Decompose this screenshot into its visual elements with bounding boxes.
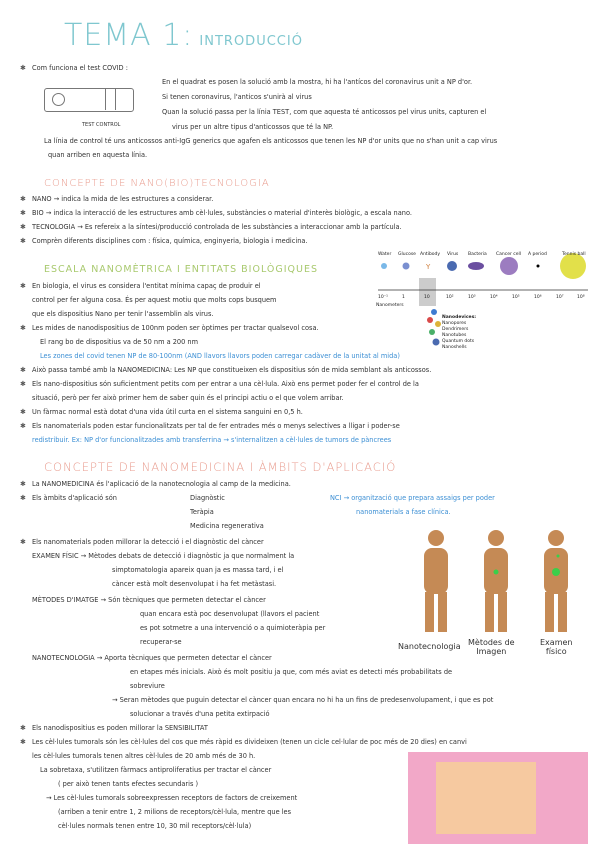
covid-line-4: virus per un altre tipus d'anticossos que té la NP.: [172, 123, 334, 131]
body-leg: [558, 592, 567, 632]
nanotec-line-2: en etapes més inicials. Això és molt positiu ja que, com més aviat es detecti més probabilitats de: [130, 668, 453, 676]
nanoscale-figure: [372, 248, 594, 358]
tick: 10⁵: [512, 295, 520, 300]
virus-icon: [447, 261, 457, 271]
section-heading-nanobio: CONCEPTE DE NANO(BIO)TECNOLOGIA: [44, 178, 270, 189]
axis-label: Nanometers: [376, 303, 404, 308]
area-item: Teràpia: [190, 508, 214, 516]
page-title: [64, 18, 303, 53]
nano-item: Quantum dots: [442, 339, 475, 344]
tick: 10⁻¹: [378, 295, 388, 300]
figure-label-imatge: Mètodes de Imagen: [468, 638, 515, 656]
nanodevice-icon: [429, 329, 435, 335]
bullet-star-icon: ✱: [20, 494, 26, 502]
scale-label-period: A period: [528, 252, 547, 257]
figure-label-nanotec: Nanotecnologia: [398, 642, 461, 651]
scale-label-antibody: Antibody: [420, 252, 441, 257]
nano-item: Nanoshells: [442, 345, 467, 350]
nanodevice-icon: [435, 321, 441, 327]
test-caption: TEST CONTROL: [82, 122, 121, 128]
body-leg: [498, 592, 507, 632]
nanodevice-icon: [427, 317, 433, 323]
bullet-star-icon: ✱: [20, 223, 26, 231]
tumor-marker: [494, 570, 499, 575]
nanomed-detect: Els nanomaterials poden millorar la detecció i el diagnòstic del càncer: [32, 538, 264, 546]
area-item: Medicina regenerativa: [190, 522, 264, 530]
bullet-star-icon: ✱: [20, 480, 26, 488]
covid-control-2: quan arriben en aquesta línia.: [48, 151, 148, 159]
bullet-star-icon: ✱: [20, 538, 26, 546]
tick: 10⁶: [534, 295, 542, 300]
escala-line-3: que els dispositius Nano per tenir l'assemblin als virus.: [32, 310, 214, 318]
nano-item: Nanopores: [442, 321, 467, 326]
escala-line-2: control per fer alguna cosa. És per aquest motiu que molts cops busquem: [32, 296, 277, 304]
nano-item: Dendrimers: [442, 327, 469, 332]
body-head: [488, 530, 504, 546]
body-torso: [424, 548, 448, 594]
escala-more-2: Els nano-dispositius són suficientment petits com per entrar a una cèl·lula. Això ens permet poder fer el control de la: [32, 380, 419, 388]
nanomed-def: La NANOMEDICINA és l'aplicació de la nanotecnologia al camp de la medicina.: [32, 480, 291, 488]
nano-item: Nanotubes: [442, 333, 467, 338]
body-leg: [425, 592, 434, 632]
tick: 1: [402, 295, 405, 300]
bullet-star-icon: ✱: [20, 324, 26, 332]
nci-note: NCI → organització que prepara assaigs per poder: [330, 494, 495, 502]
tick: 10: [424, 295, 430, 300]
exam-line-3: càncer està molt desenvolupat i ha fet metàstasi.: [112, 580, 277, 588]
escala-more-3: situació, però per fer això primer hem de saber quin és el principi actiu o el que volem arribar.: [32, 394, 344, 402]
bullet-star-icon: ✱: [20, 724, 26, 732]
img-line-2: quan encara està poc desenvolupat (llavors el pacient: [140, 610, 320, 618]
tumor-marker: [552, 568, 560, 576]
tick: 10³: [468, 295, 476, 300]
period-icon: [537, 265, 540, 268]
bullet-star-icon: ✱: [20, 738, 26, 746]
escala-line-6: Les zones del covid tenen NP de 80-100nm (AND llavors llavors poden carregar cadàver de la unitat al mida): [40, 352, 400, 360]
cells-line-1: Les cèl·lules tumorals són les cèl·lules del cos que més ràpid es divideixen (tenen un cicle cel·lular de poc més de 20 dies) en canvi: [32, 738, 467, 746]
scale-highlight: [419, 278, 436, 306]
scale-label-bacteria: Bacteria: [468, 252, 487, 257]
escala-line-1: En biologia, el virus es considera l'entitat mínima capaç de produir el: [32, 282, 261, 290]
bacteria-icon: [468, 262, 484, 270]
section-heading-nanomedicina: CONCEPTE DE NANOMEDICINA I ÀMBITS D'APLICACIÓ: [44, 460, 397, 474]
exam-line-1: EXAMEN FÍSIC → Mètodes debats de detecció i diagnòstic ja que normalment la: [32, 552, 295, 560]
nanomed-areas-intro: Els àmbits d'aplicació són: [32, 494, 117, 502]
cells-line-3: La sobretaxa, s'utilitzen fàrmacs antiproliferatius per tractar el càncer: [40, 766, 272, 774]
body-leg: [485, 592, 494, 632]
area-item: Diagnòstic: [190, 494, 225, 502]
tumor-region: [436, 762, 536, 834]
scale-label-cancer: Cancer cell: [496, 252, 522, 257]
tick: 10²: [446, 295, 454, 300]
nanotec-line-4: → Seran mètodes que puguin detectar el càncer quan encara no hi ha un fins de predesenvolupament, i que es pot: [112, 696, 494, 704]
section-heading-escala: ESCALA NANOMÈTRICA I ENTITATS BIOLÒGIQUES: [44, 264, 319, 275]
nanotec-line-3: sobreviure: [130, 682, 165, 690]
escala-more-1: Això passa també amb la NANOMEDICINA: Les NP que constitueixen els dispositius són de mida semblant als anticossos.: [32, 366, 432, 374]
tick: 10⁴: [490, 295, 498, 300]
cells-line-6: (arriben a tenir entre 1, 2 milions de receptors/cèl·lula, mentre que les: [58, 808, 292, 816]
antibody-icon: Y: [426, 263, 431, 271]
bullet-star-icon: ✱: [20, 237, 26, 245]
title-sub: INTRODUCCIÓ: [199, 34, 303, 49]
title-main: TEMA 1:: [64, 18, 194, 53]
body-head: [428, 530, 444, 546]
img-line-1: MÈTODES D'IMATGE → Són tècniques que permeten detectar el càncer: [32, 596, 266, 604]
nanotec-line-1: NANOTECNOLOGIA → Aporta tècniques que permeten detectar el càncer: [32, 654, 272, 662]
bullet-star-icon: ✱: [20, 195, 26, 203]
water-icon: [381, 263, 387, 269]
tick: 10⁸: [577, 295, 585, 300]
cells-line-7: cèl·lules normals tenen entre 10, 30 mil receptors/cèl·lula): [58, 822, 252, 830]
scale-label-virus: Virus: [447, 252, 459, 257]
escala-more-4: Un fàrmac normal està dotat d'una vida útil curta en el sistema sanguini en 0,5 h.: [32, 408, 303, 416]
covid-line-3: Quan la solució passa per la línia TEST, com que aquesta té anticossos pel virus units, capturen el: [162, 108, 487, 116]
bullet-star-icon: ✱: [20, 282, 26, 290]
test-line: [105, 88, 106, 110]
img-line-4: recuperar-se: [140, 638, 182, 646]
cells-line-2: les cèl·lules tumorals tenen altres cèl·lules de 20 amb més de 30 h.: [32, 752, 256, 760]
scale-label-tennis: Tennis ball: [562, 252, 586, 257]
bullet-star-icon: ✱: [20, 209, 26, 217]
nanotec-line-5: solucionar a través d'una petita extirpació: [130, 710, 270, 718]
nano-title: Nanodevices:: [442, 315, 477, 320]
disciplines-item: Comprèn diferents disciplines com : física, química, enginyeria, biologia i medicina.: [32, 237, 308, 245]
covid-control-1: La línia de control té uns anticossos anti-IgG generics que agafen els anticossos que tenen les NP d'or units que no s'han unit a cap virus: [44, 137, 498, 145]
glucose-icon: [403, 263, 410, 270]
bullet-star-icon: ✱: [20, 366, 26, 374]
tumor-tissue-image: [408, 752, 588, 844]
covid-line-1: En el quadrat es posen la solució amb la mostra, hi ha l'antícos del coronavirus unit a NP d'or.: [162, 78, 473, 86]
tumor-marker: [557, 555, 560, 558]
exam-line-2: simptomatologia apareix quan ja es massa tard, i el: [112, 566, 284, 574]
img-line-3: es pot sotmetre a una intervenció o a quimioteràpia per: [140, 624, 326, 632]
cells-line-4: ( per això tenen tants efectes secundaris ): [58, 780, 199, 788]
escala-line-5: El rang bo de dispositius va de 50 nm a 200 nm: [40, 338, 199, 346]
scale-label-glucose: Glucose: [398, 252, 416, 257]
body-leg: [545, 592, 554, 632]
escala-blue-example: redistribuir. Ex: NP d'or funcionalitzades amb transferrina → s'internalitzen a cèl·lules de tumors de pàncrees: [32, 436, 392, 444]
body-head: [548, 530, 564, 546]
bullet-star-icon: ✱: [20, 422, 26, 430]
escala-line-4: Les mides de nanodispositius de 100nm poden ser òptimes per tractar qualsevol cosa.: [32, 324, 319, 332]
tech-item: TECNOLOGIA → Es refereix a la síntesi/producció controlada de les substàncies a interaccionar amb la partícula.: [32, 223, 402, 231]
tick: 10⁷: [556, 295, 564, 300]
bullet-star-icon: ✱: [20, 380, 26, 388]
nanodevice-icon: [433, 339, 440, 346]
cancer-cell-icon: [500, 257, 518, 275]
bullet-star-icon: ✱: [20, 408, 26, 416]
nano-item: NANO → indica la mida de les estructures a considerar.: [32, 195, 214, 203]
sensibilitat: Els nanodispositius es poden millorar la SENSIBILITAT: [32, 724, 208, 732]
cells-line-5: → Les cèl·lules tumorals sobreexpressen receptors de factors de creixement: [46, 794, 298, 802]
body-leg: [438, 592, 447, 632]
nci-note-2: nanomaterials a fase clínica.: [356, 508, 451, 516]
nanodevice-icon: [431, 309, 437, 315]
bio-item: BIO → indica la interacció de les estructures amb cèl·lules, substàncies o material d'interès biològic, a escala nano.: [32, 209, 412, 217]
test-well: [52, 93, 65, 106]
covid-intro: Com funciona el test COVID :: [32, 64, 128, 72]
covid-line-2: Si tenen coronavirus, l'anticos s'unirà al virus: [162, 93, 312, 101]
control-line: [115, 88, 116, 110]
bullet-star-icon: ✱: [20, 64, 26, 72]
figure-label-examen: Examen físico: [540, 638, 573, 656]
detection-figure: [400, 526, 590, 656]
escala-more-5: Els nanomaterials poden estar funcionalitzats per tal de fer entrades més o menys selectives a lligar i poder-se: [32, 422, 400, 430]
scale-label-water: Water: [378, 252, 392, 257]
